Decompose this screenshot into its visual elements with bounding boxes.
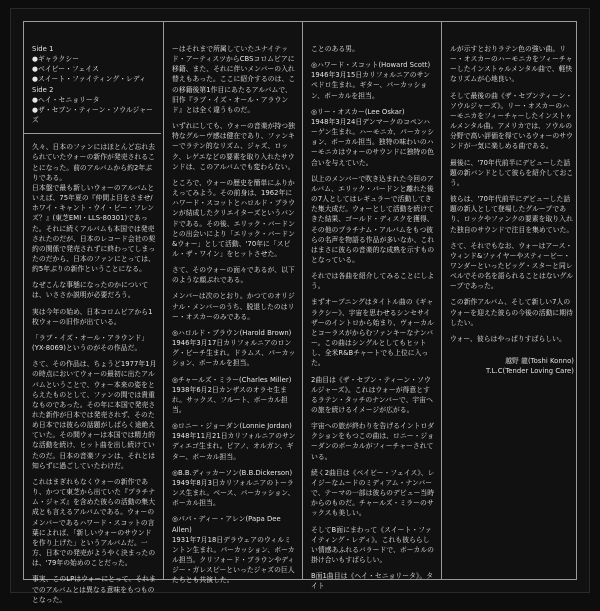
text-frame [23, 21, 577, 604]
column-2-text [172, 44, 296, 592]
paragraph: メンバーは次のとおり。かつてのオリジナル・メンバーのうち、脱退したのはリー・オスカーのみである。 [172, 292, 295, 321]
paragraph: ◎リー・オスカー(Lee Oskar) 1948年3月24日デンマークのコペンハーゲン生まれ。ハーモニカ、パーカッション、ボーカル担当。独特の味わいのハーモニカはウォーのサウンドに独特の色合いを与えていた。 [311, 107, 435, 167]
paragraph: これはまぎれもなくウォーの新作であり、かつて東芝から出ていた『プラチナム・ジャズ』を含めた彼らの活動の集大成とも言えるアルバムである。ウォーのメンバーであるハワード・スコットの言葉によれば、「新しいウォーのサウンドを作り上げた」というアルバムだ。一方、日本での発売がようやく決まったのは、'79年の始めのことだった。 [32, 477, 156, 568]
column-3-text [311, 44, 435, 598]
paragraph: 実は今年の始め、日本コロムビアから1枚ウォーの旧作が出ている。 [32, 307, 153, 326]
paragraph: 続く2曲目は《ベイビー・フェイス》、レイジーなムードのミディアム・ナンバーで、テーマの一部は彼らのデビュー当時からのものだ。チャールズ・ミラーのサックスも美しい。 [311, 468, 435, 518]
column-1 [24, 22, 161, 604]
paragraph: ◎チャールズ・ミラー(Charles Miller) 1938年6月2日カンザスのオラセ生まれ。サックス、フルート、ボーカル担当。 [172, 375, 292, 414]
paragraph: 久々、日本のファンにはほとんど忘れ去られていたウォーの新作が発売されることになった。前のアルバムから約2年ぶりである。 日本盤で最も新しいウォーのアルバムといえば、75年夏の『仲間よ目をさませ/ホワイ・キャント・ウイ・ビー・フレンズ？』(東芝EMI・LLS-80301)であった。それに続くアルバムも本国では発売されたのだが、日本のレコード会社の契約の関係で発売されずに終わってしまったのだから、日本のファンにとっては、約5年ぶりの新作ということになる。 [32, 143, 156, 274]
column-4-text [450, 44, 574, 350]
paragraph: 宇宙への旅が終わりを告げるイントロダクションをもつこの曲は、ロニー・ジョーダンのボーカルがフィーチャーされている。 [311, 422, 435, 461]
column-3 [302, 22, 439, 591]
paragraph: ことのある男。 [311, 45, 359, 53]
track-item: ●ザ・セブン・ティーン・ソウルジャーズ [32, 105, 153, 125]
tracklist [24, 44, 161, 134]
paragraph: ーはそれまで所属していたユナイテッド・アーティスツからCBSコロムビアに移籍、また、それに伴いメンバーの入れ替えもあった。ここに紹介するのは、この移籍後第1作目にあたるアルバムで、旧作『ラブ・イズ・オール・アラウンド』とは全く違うものだ。 [172, 45, 296, 114]
column-4 [441, 22, 578, 579]
paragraph: 最後に、'70年代前半にデビューした話題の新バンドとして彼らを紹介しておこう。 [450, 158, 574, 187]
paragraph: そして最後の曲《ザ・セブンティーン・ソウルジャーズ》。リー・オスカーのハーモニカをフィーチャーしたインストゥルメンタル曲。アメリカでは、ソウルの分野で高い評価を得ているウォーのサウンドが一気に楽しめる曲である。 [450, 91, 573, 151]
paragraph: なぜこんな事態になったのかについては、いささか説明が必要だろう。 [32, 281, 149, 300]
paragraph: さて、そのウォーの面々であるが、以下のような顔ぶれである。 [172, 266, 295, 285]
paragraph: B面1曲目は《ヘイ・セニョリータ》。タイト [311, 572, 434, 591]
paragraph: ところで、ウォーの歴史を簡単にふりかえってみよう。その前身は、1962年にハワード・スコットとハロルド・ブラウンが結成したクリエイターズというバンドである。その後、エリック・バードンとの出会いにより「エリック・バードン&ウォー」として活動、'70年に「スピル・ザ・ワイン」をヒットさせた。 [172, 178, 296, 258]
paragraph: ルが示すとおりラテン色の強い曲。リー・オスカーのハーモニカをフィーチャーしたインストゥルメンタル曲で、軽快なリズムが心地良い。 [450, 45, 573, 84]
paragraph: ウォー、彼らはやっぱりすばらしい。 [450, 334, 566, 343]
author-credit: T.L.C(Tender Loving Care) [486, 367, 574, 376]
paragraph: ◎ハロルド・ブラウン(Harold Brown) 1946年3月17日カリフォルニアのロング・ビーチ生まれ。ドラムス、パーカッション、ボーカルを担当。 [172, 328, 296, 368]
track-item: ●スイート・ファイティング・レディ [32, 75, 147, 84]
paragraph: 「ラブ・イズ・オール・アラウンド」(YX-8069)というのがその作品だ。 [32, 333, 149, 353]
paragraph: ◎ロニー・ジョーダン(Lonnie Jordan) 1948年11月21日カリフォルニアのサンディエゴ生まれ。ピアノ、オルガン、ギター、ボーカル担当。 [172, 422, 296, 461]
paragraph: この新作アルバム、そして新しい7人のウォーを迎えた彼らの今後の活動に期待したい。 [450, 298, 573, 327]
paragraph: ◎ハワード・スコット(Howard Scott) 1946年3月15日カリフォルニアのサンペドロ生まれ。ギター、パーカッション、ボーカルを担当。 [311, 61, 431, 100]
side1-label: Side 1 [32, 45, 54, 53]
paragraph: 彼らは、'70年代前半にデビューした話題の新人として登場したグループであり、ロックやファンクの要素を取り入れた独自のサウンドで注目を集めていた。 [450, 195, 574, 234]
paragraph: いずれにしても、ウォーの音楽が持つ独特なグルーヴ感は健在であり、ファンキーでラテン的なリズム、ジャズ、ロック、レゲエなどの要素を取り入れたサウンドは、このアルバムでも変わらない。 [172, 122, 295, 171]
side2-label: Side 2 [32, 85, 54, 94]
paragraph: そしてB面にまわって《スイート・ファイティング・レディ》。これも彼ららしい情感あふれるバラードで、ボーカルの掛け合いもすばらしい。 [311, 525, 434, 565]
track-item: ●ヘイ・セニョリータ [32, 95, 100, 104]
paragraph: さて、それでもなお、ウォーはアース・ウィンド&ファイヤーやスティービー・ワンダーといったビッグ・スターと同レベルでその名を語られることはないグループであった。 [450, 241, 574, 291]
track-item: ●ベイビー・フェイス [32, 65, 99, 74]
paragraph: 2曲目は《ザ・セブン・ティーン・ソウルジャーズ》。これはウォーが得意とするラテン・タッチのナンバーで、宇宙への旅を続けるイメージが広がる。 [311, 375, 433, 414]
track-item: ●ギャラクシー [32, 55, 80, 64]
paragraph: 事実、このLPはウォーにとって、それまでのアルバムとは異なる意味をもつものとなった。 [32, 575, 156, 604]
paragraph: まずオープニングはタイトル曲の《ギャラクシー》、宇宙を思わせるシンセサイザーのイントロから始まり、ヴォーカルとコーラスがからむファンキーなナンバー。この曲はシングルとしてもヒットし、全米R&Bチャートでも上位に入った。 [311, 298, 434, 368]
column-1-text [32, 142, 157, 611]
author-signature: 越野 龍(Toshi Konno) [505, 357, 574, 366]
paragraph: それでは各曲を紹介してみることにしよう。 [311, 272, 435, 291]
liner-notes-sheet [10, 8, 590, 604]
paragraph: ◎B.B.ディッカーソン(B.B.Dickerson) 1949年8月3日カリフォルニアのトーランス生まれ。ベース、パーカッション、ボーカル担当。 [172, 468, 295, 508]
paragraph: さて、その作品は、ちょうど1977年1月の時点においてウォーの最初に出たアルバムということで、ウォー本来の姿をとらえたものとして、ファンの間では貴重なものであった。その年に本国で発売された新作が日本では発売されず、そのため日本では彼らの話題がしばらく途絶えていた。その間ウォーは本国では精力的な活動を続け、ヒット曲を出し続けていたのだ。日本の音楽ファンは、それとは知らずに過ごしていたわけだ。 [32, 360, 157, 470]
paragraph: ◎パパ・ディー・アレン(Papa Dee Allen) 1931年7月18日デラウェアのウィルミントン生まれ。パーカッション、ボーカル担当。クリフォード・ブラウンやディジー・ガレスピーといったジャズの巨人たちとも共演した。 [172, 515, 295, 585]
paragraph: 以上のメンバーで吹き込まれた今回のアルバム、エリック・バードンと離れた後の7人としてはレギュラーで活動してきた集大成だ。ウォーとして活動を続けてきた結果、ゴールド・ディスクを獲得、その他のプラチナム・アルバムをもつ彼らの名声を物語る作品が多いなか、これはまさに彼らの音楽的な成熟を示すものとなっている。 [311, 174, 435, 264]
column-2 [163, 22, 300, 585]
